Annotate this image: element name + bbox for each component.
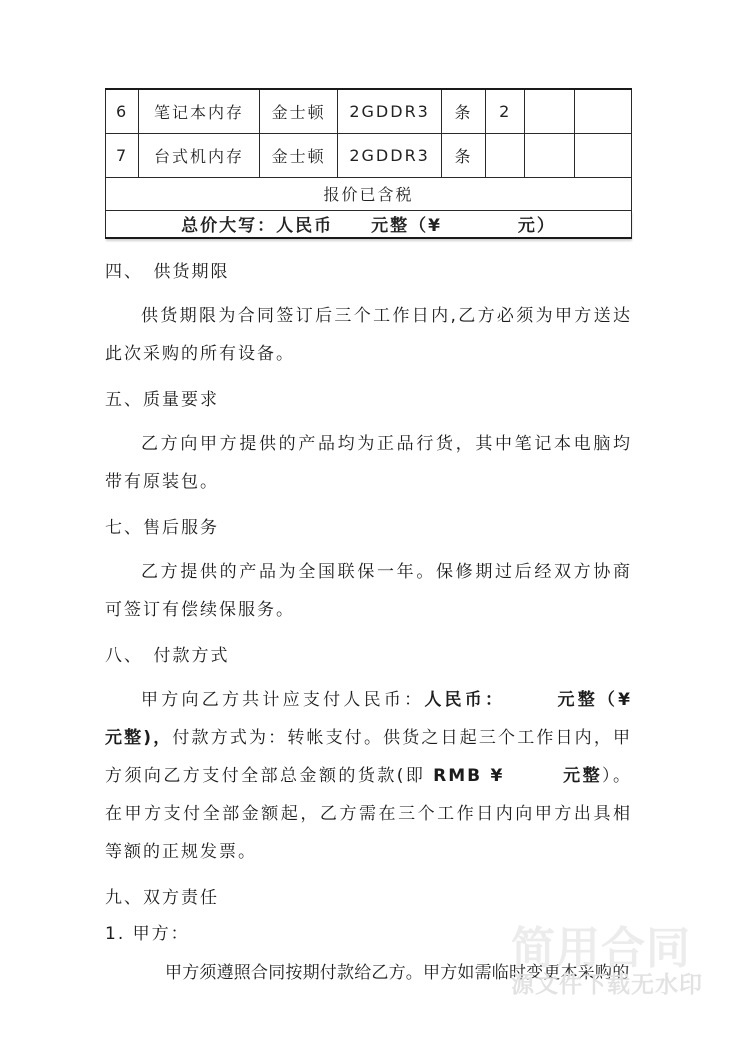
cell-product-name: 台式机内存 [139,133,260,177]
table-row-item-7 [106,133,632,177]
quality-requirements-paragraph: 乙方向甲方提供的产品均为正品行货，其中笔记本电脑均带有原装包。 [105,434,632,492]
cell-unit-price [525,89,574,133]
table-row-total [106,210,632,238]
cell-unit: 条 [441,133,485,177]
table-row-tax-note [106,177,632,210]
party-a-paragraph: 甲方须遵照合同按期付款给乙方。甲方如需临时变更本采购的 [165,963,630,983]
section-heading-payment-method: 八、 付款方式 [105,646,230,666]
section-heading-after-sales-service: 七、售后服务 [105,518,219,538]
cell-amount [574,89,631,133]
table-row-item-6 [106,89,632,133]
cell-index: 6 [106,89,139,133]
section-heading-supply-deadline: 四、 供货期限 [105,262,230,282]
tax-note-cell: 报价已含税 [106,177,632,210]
payment-segment-transfer: 付款方式为：转帐支付。供货之日起三个工作日内，甲方须向乙方支付全部总金额的货款(即 [105,728,632,786]
cell-unit-price [525,133,574,177]
cell-unit: 条 [441,89,485,133]
section-heading-responsibilities: 九、双方责任 [105,888,219,908]
cell-product-name: 笔记本内存 [139,89,260,133]
cell-model: 2GDDR3 [338,89,442,133]
party-a-subheading: 1. 甲方： [105,924,190,944]
section-heading-quality-requirements: 五、质量要求 [105,390,219,410]
cell-brand: 金士顿 [259,133,337,177]
watermark-logo-text: 简用合同 [511,923,691,974]
payment-segment-amount-blank: 人民币： 元整（¥ 元整)， [105,690,708,748]
cell-brand: 金士顿 [259,89,337,133]
cell-quantity: 2 [486,89,525,133]
after-sales-service-paragraph: 乙方提供的产品为全国联保一年。保修期过后经双方协商可签订有偿续保服务。 [105,562,632,620]
quotation-table [105,88,632,239]
cell-model: 2GDDR3 [338,133,442,177]
cell-amount [574,133,631,177]
total-amount-cell: 总价大写：人民币 元整（¥ 元） [106,210,632,238]
payment-method-paragraph [105,681,708,871]
payment-segment-rmb-blank: RMB ¥ 元整 [433,766,603,786]
supply-deadline-paragraph: 供货期限为合同签订后三个工作日内,乙方必须为甲方送达此次采购的所有设备。 [105,306,632,364]
cell-quantity [486,133,525,177]
payment-segment-intro: 甲方向乙方共计应支付人民币： [141,690,425,710]
cell-index: 7 [106,133,139,177]
payment-segment-invoice: ）。在甲方支付全部金额起，乙方需在三个工作日内向甲方出具相等额的正规发票。 [105,766,632,862]
watermark-tagline-text: 源文件下载无水印 [511,972,703,998]
